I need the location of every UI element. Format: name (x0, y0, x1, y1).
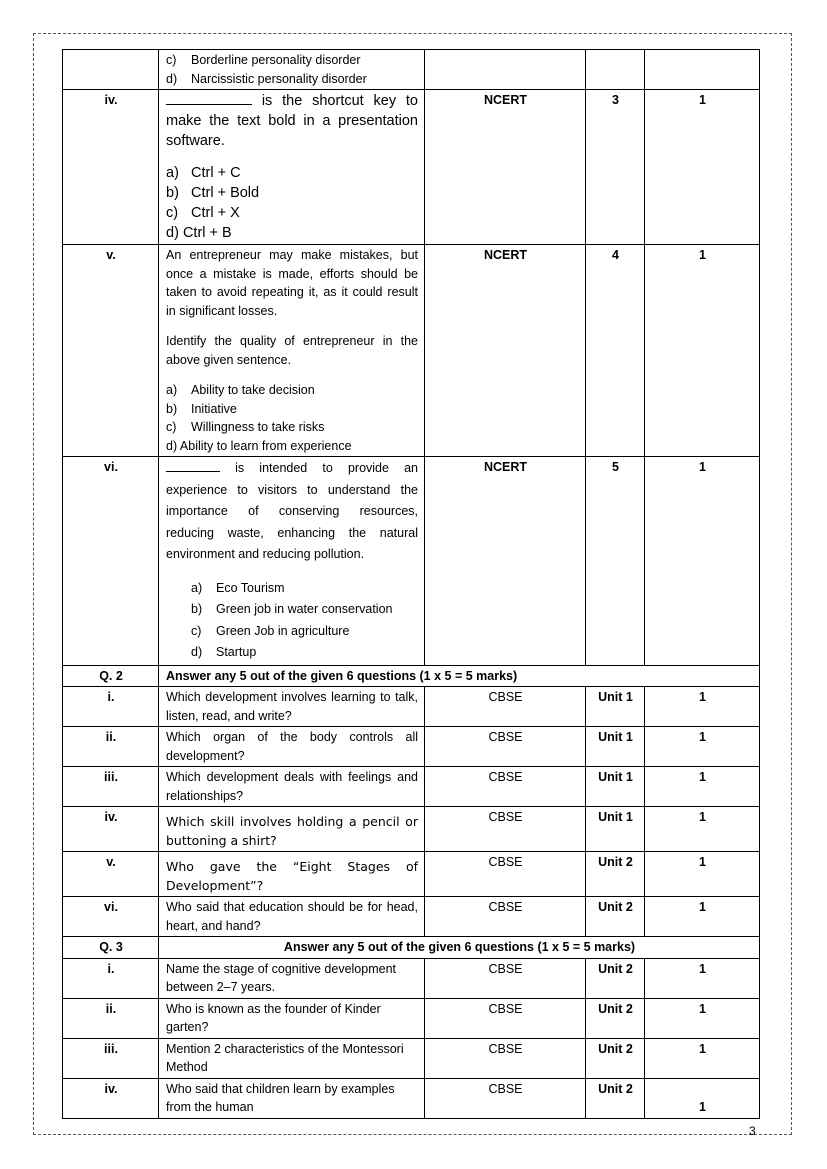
unit-cell: 5 (586, 457, 645, 666)
question-text: Mention 2 characteristics of the Montessori Method (166, 1041, 404, 1074)
question-number: iv. (63, 90, 159, 245)
question-table (62, 49, 760, 1119)
question-row (63, 767, 760, 807)
section-number: Q. 3 (63, 937, 159, 959)
question-text: Who gave the “Eight Stages of Development”? (166, 859, 418, 893)
option-item (166, 578, 418, 600)
question-text (166, 91, 418, 151)
question-text-cell (159, 852, 425, 897)
question-text (166, 332, 418, 369)
option-item (166, 223, 418, 243)
question-text-cell (159, 457, 425, 666)
question-sentence: is the shortcut key to make the text bold in a presentation software. (166, 93, 418, 149)
option-label: c) (166, 53, 177, 67)
question-number: ii. (63, 998, 159, 1038)
option-label: d) (166, 438, 178, 453)
source-cell: NCERT (425, 90, 586, 245)
unit-cell: Unit 1 (586, 727, 645, 767)
option-text: Ability to take decision (191, 383, 315, 397)
question-text-cell (159, 958, 425, 998)
question-number: vi. (63, 897, 159, 937)
marks-cell: 1 (645, 687, 760, 727)
option-text: Initiative (191, 401, 237, 416)
source-cell: NCERT (425, 245, 586, 457)
option-item (166, 70, 418, 89)
question-row (63, 807, 760, 852)
source-cell: CBSE (425, 767, 586, 807)
question-number: iv. (63, 807, 159, 852)
question-text: Which development involves learning to talk, listen, read, and write? (166, 690, 418, 723)
question-row (63, 897, 760, 937)
unit-cell: Unit 1 (586, 687, 645, 727)
marks-cell: 1 (645, 90, 760, 245)
unit-cell: Unit 2 (586, 1078, 645, 1118)
question-row (63, 457, 760, 666)
source-cell: NCERT (425, 457, 586, 666)
question-text-cell (159, 1038, 425, 1078)
question-row (63, 90, 760, 245)
option-item (166, 381, 418, 400)
option-text: Ability to learn from experience (179, 438, 352, 453)
option-label: d) (166, 71, 178, 86)
option-label: a) (166, 165, 179, 181)
option-item (166, 183, 418, 203)
unit-cell: 4 (586, 245, 645, 457)
option-text: Ctrl + Bold (191, 185, 260, 201)
marks-cell: 1 (645, 852, 760, 897)
option-text: Startup (216, 645, 257, 659)
marks-cell: 1 (645, 998, 760, 1038)
question-row (63, 958, 760, 998)
question-text: Who said that children learn by examples from the human (166, 1081, 395, 1114)
question-text-cell (159, 897, 425, 937)
question-number: v. (63, 245, 159, 457)
unit-cell (586, 50, 645, 90)
source-cell: CBSE (425, 958, 586, 998)
marks-cell: 1 (645, 1078, 760, 1118)
option-item (166, 51, 418, 70)
unit-cell: Unit 2 (586, 897, 645, 937)
section-instruction: Answer any 5 out of the given 6 questions (1 x 5 = 5 marks) (159, 665, 760, 687)
option-text: Green Job in agriculture (216, 623, 350, 638)
question-text (166, 246, 418, 320)
option-label: c) (166, 420, 177, 434)
question-text-cell (159, 90, 425, 245)
option-text: Green job in water conservation (216, 602, 393, 616)
option-label: a) (166, 383, 178, 397)
question-text: Which skill involves holding a pencil or buttoning a shirt? (166, 814, 418, 848)
marks-cell (645, 50, 760, 90)
fill-in-blank (166, 92, 252, 105)
section-row (63, 665, 760, 687)
question-text-cell (159, 727, 425, 767)
marks-cell: 1 (645, 767, 760, 807)
question-row (63, 687, 760, 727)
question-number: i. (63, 958, 159, 998)
page-number: 3 (749, 1124, 756, 1138)
question-text-cell (159, 1078, 425, 1118)
option-text: Ctrl + C (191, 165, 241, 181)
question-number (63, 50, 159, 90)
marks-cell: 1 (645, 245, 760, 457)
question-text: Who said that education should be for head, heart, and hand? (166, 900, 418, 933)
question-sentence: is intended to provide an experience to visitors to understand the importance of conserving resources, reducing waste, enhancing the natural environment and reducing pollution. (166, 461, 418, 561)
options-list (166, 163, 418, 243)
option-text: Willingness to take risks (191, 420, 325, 434)
options-list (166, 51, 418, 88)
unit-cell: Unit 2 (586, 852, 645, 897)
question-number: iv. (63, 1078, 159, 1118)
source-cell: CBSE (425, 1078, 586, 1118)
question-text-cell (159, 245, 425, 457)
question-text (166, 458, 418, 566)
question-text: Which development deals with feelings and relationships? (166, 770, 418, 803)
option-text: Narcissistic personality disorder (191, 71, 367, 86)
source-cell: CBSE (425, 687, 586, 727)
question-sentence: Identify the quality of entrepreneur in the above given sentence. (166, 334, 418, 367)
question-row (63, 998, 760, 1038)
question-row (63, 1038, 760, 1078)
question-text-cell (159, 50, 425, 90)
option-label: c) (191, 623, 202, 638)
unit-cell: Unit 2 (586, 1038, 645, 1078)
option-item (166, 437, 418, 456)
question-text-cell (159, 807, 425, 852)
question-row (63, 727, 760, 767)
source-cell: CBSE (425, 1038, 586, 1078)
option-label: b) (191, 602, 203, 616)
marks-cell: 1 (645, 807, 760, 852)
source-cell: CBSE (425, 727, 586, 767)
question-number: i. (63, 687, 159, 727)
question-number: iii. (63, 767, 159, 807)
option-text: Ctrl + X (191, 205, 240, 221)
option-item (166, 621, 418, 643)
source-cell: CBSE (425, 897, 586, 937)
option-text: Ctrl + B (182, 225, 232, 241)
option-label: b) (166, 401, 178, 416)
section-row (63, 937, 760, 959)
fill-in-blank (166, 459, 220, 472)
unit-cell: Unit 1 (586, 807, 645, 852)
section-number: Q. 2 (63, 665, 159, 687)
source-cell: CBSE (425, 998, 586, 1038)
options-list (166, 578, 418, 664)
option-label: b) (166, 185, 179, 201)
unit-cell: Unit 2 (586, 998, 645, 1038)
question-number: ii. (63, 727, 159, 767)
source-cell (425, 50, 586, 90)
question-text: Name the stage of cognitive development between 2–7 years. (166, 961, 396, 994)
question-text: Which organ of the body controls all development? (166, 730, 418, 763)
unit-cell: Unit 1 (586, 767, 645, 807)
question-row (63, 852, 760, 897)
marks-cell: 1 (645, 897, 760, 937)
question-row (63, 1078, 760, 1118)
section-instruction: Answer any 5 out of the given 6 questions (1 x 5 = 5 marks) (159, 937, 760, 959)
question-row (63, 50, 760, 90)
option-label: d) (166, 225, 179, 241)
question-row (63, 245, 760, 457)
option-text: Eco Tourism (216, 580, 285, 595)
source-cell: CBSE (425, 852, 586, 897)
question-text-cell (159, 998, 425, 1038)
question-text-cell (159, 767, 425, 807)
option-item (166, 400, 418, 419)
marks-cell: 1 (645, 457, 760, 666)
question-sentence: An entrepreneur may make mistakes, but once a mistake is made, efforts should be taken to avoid repeating it, as it could result in significant losses. (166, 248, 418, 318)
option-label: d) (191, 645, 203, 659)
question-number: v. (63, 852, 159, 897)
options-list (166, 381, 418, 455)
option-item (166, 599, 418, 621)
unit-cell: 3 (586, 90, 645, 245)
source-cell: CBSE (425, 807, 586, 852)
question-number: iii. (63, 1038, 159, 1078)
option-label: c) (166, 205, 179, 221)
option-label: a) (191, 580, 203, 595)
question-text-cell (159, 687, 425, 727)
marks-cell: 1 (645, 1038, 760, 1078)
option-item (166, 642, 418, 664)
option-text: Borderline personality disorder (191, 53, 361, 67)
question-text: Who is known as the founder of Kinder garten? (166, 1001, 381, 1034)
marks-cell: 1 (645, 727, 760, 767)
option-item (166, 163, 418, 183)
option-item (166, 203, 418, 223)
question-number: vi. (63, 457, 159, 666)
option-item (166, 418, 418, 437)
marks-cell: 1 (645, 958, 760, 998)
unit-cell: Unit 2 (586, 958, 645, 998)
